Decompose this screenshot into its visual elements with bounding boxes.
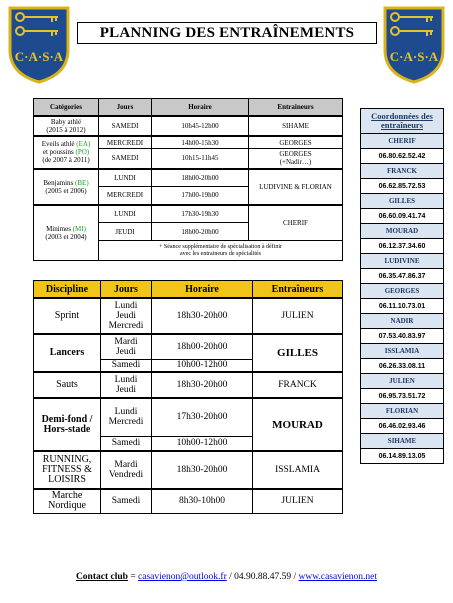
day-cell: JEUDI: [99, 223, 152, 241]
category-years: (2003 et 2004): [45, 232, 87, 241]
time-cell: 10h00-12h00: [152, 436, 253, 451]
page-title: [77, 22, 377, 44]
table-row: [34, 451, 343, 489]
col-header: Horaire: [152, 281, 253, 299]
contact-phone: 06.26.33.08.11: [361, 359, 444, 374]
day-cell: Samedi: [101, 436, 152, 451]
day-cell: Samedi: [101, 359, 152, 372]
footer-separator: =: [127, 572, 139, 582]
category-cell: [34, 116, 99, 136]
time-cell: 17h30-20h00: [152, 398, 253, 436]
website-link[interactable]: www.casavienon.net: [298, 572, 378, 582]
discipline-cell: Sauts: [34, 372, 101, 398]
table-row: [34, 205, 343, 223]
table-row: [34, 398, 343, 436]
coach-contacts-table: [360, 108, 444, 464]
contact-phone: 06.62.85.72.53: [361, 179, 444, 194]
discipline-text: Nordique: [48, 500, 86, 512]
day-cell: LUNDI: [99, 169, 152, 187]
day-text: Jeudi: [115, 311, 137, 321]
day-text: Mardi: [114, 460, 138, 470]
contacts-header-row: [361, 109, 444, 134]
day-cell: LUNDI: [99, 205, 152, 223]
contact-footer: [0, 572, 453, 582]
day-cell: [101, 372, 152, 398]
contact-name: MOURAD: [361, 224, 444, 239]
svg-text:C·A·S·A: C·A·S·A: [14, 49, 64, 64]
day-cell: [101, 334, 152, 359]
category-cell: [34, 205, 99, 261]
contact-name: GEORGES: [361, 284, 444, 299]
category-years: (de 2007 à 2011): [42, 156, 90, 165]
coach-cell: GEORGES: [249, 136, 343, 149]
club-crest-left: [6, 4, 72, 84]
coach-cell: [249, 149, 343, 169]
contact-phone: 06.11.10.73.01: [361, 299, 444, 314]
discipline-text: Demi-fond /: [41, 413, 93, 425]
day-cell: MERCREDI: [99, 136, 152, 149]
contact-phone: 06.14.89.13.05: [361, 449, 444, 464]
time-cell: 17h00-19h00: [152, 187, 249, 205]
discipline-text: Marche: [51, 490, 83, 502]
club-crest-right: [381, 4, 447, 84]
table-header-row: [34, 99, 343, 117]
coach-cell: CHERIF: [249, 205, 343, 241]
col-header: Entraîneurs: [253, 281, 343, 299]
contact-name: LUDIVINE: [361, 254, 444, 269]
table-row: [34, 334, 343, 359]
day-text: Vendredi: [108, 470, 144, 480]
coach-name: (+Nadir…): [279, 158, 312, 167]
coach-cell: ISSLAMIA: [253, 451, 343, 489]
discipline-cell: [34, 451, 101, 489]
day-text: Mardi: [114, 336, 138, 347]
category-years: (2015 à 2012): [46, 126, 86, 134]
coach-cell: JULIEN: [253, 298, 343, 334]
contact-phone: 06.80.62.52.42: [361, 149, 444, 164]
table-row: [34, 169, 343, 187]
contact-club-label: Contact club: [75, 572, 128, 582]
category-code: (MI): [72, 224, 86, 233]
category-years: (2005 et 2006): [45, 186, 87, 195]
discipline-text: LOISIRS: [48, 474, 86, 485]
col-header: Entraineurs: [249, 99, 343, 117]
coach-cell: SIHAME: [249, 116, 343, 136]
time-cell: 18h30-20h00: [152, 298, 253, 334]
table-row: [34, 136, 343, 149]
coach-name: GEORGES: [279, 150, 312, 159]
contacts-header-text: entraîneurs: [380, 120, 424, 130]
time-cell: 10h00-12h00: [152, 359, 253, 372]
col-header: Catégories: [34, 99, 99, 117]
contact-name: GILLES: [361, 194, 444, 209]
category-name: Benjamins: [43, 178, 74, 187]
category-code: (BE): [75, 178, 89, 187]
discipline-cell: Sprint: [34, 298, 101, 334]
category-name: Minimes: [46, 224, 71, 233]
table-row: [34, 489, 343, 513]
contact-name: NADIR: [361, 314, 444, 329]
day-cell: [101, 398, 152, 436]
day-cell: SAMEDI: [99, 116, 152, 136]
contact-phone: 06.60.09.41.74: [361, 209, 444, 224]
coach-cell: FRANCK: [253, 372, 343, 398]
contact-name: FLORIAN: [361, 404, 444, 419]
col-header: Jours: [99, 99, 152, 117]
time-cell: 14h00-15h30: [152, 136, 249, 149]
time-cell: 18h30-20h00: [152, 451, 253, 489]
time-cell: 18h00-20h00: [152, 169, 249, 187]
categories-table: [33, 98, 343, 261]
time-cell: 8h30-10h00: [152, 489, 253, 513]
col-header: Discipline: [34, 281, 101, 299]
day-cell: Samedi: [101, 489, 152, 513]
discipline-text: Hors-stade: [43, 423, 91, 435]
contact-name: ISSLAMIA: [361, 344, 444, 359]
category-name: Baby athlé: [50, 118, 82, 126]
category-name: Eveils athlé: [41, 140, 75, 149]
contact-phone: 06.12.37.34.60: [361, 239, 444, 254]
disciplines-table: [33, 280, 343, 514]
contact-name: SIHAME: [361, 434, 444, 449]
discipline-text: FITNESS &: [42, 464, 92, 475]
category-code: (EA): [76, 140, 91, 149]
day-cell: MERCREDI: [99, 187, 152, 205]
coach-cell: JULIEN: [253, 489, 343, 513]
note-text: avec les entraineurs de spécialités: [180, 250, 261, 257]
day-text: Mercredi: [108, 417, 144, 428]
discipline-cell: [34, 398, 101, 451]
day-text: Lundi: [114, 375, 138, 385]
note-cell: [99, 241, 343, 261]
email-link[interactable]: casavienon@outlook.fr: [138, 572, 227, 582]
table-row: [34, 116, 343, 136]
category-code: (PO): [75, 148, 90, 157]
svg-text:C·A·S·A: C·A·S·A: [389, 49, 439, 64]
day-cell: SAMEDI: [99, 149, 152, 169]
day-text: Jeudi: [115, 346, 137, 357]
contact-name: JULIEN: [361, 374, 444, 389]
day-cell: [101, 298, 152, 334]
table-header-row: [34, 281, 343, 299]
category-cell: [34, 169, 99, 205]
contact-name: CHERIF: [361, 134, 444, 149]
contacts-header-text: Coordonnées des: [371, 111, 433, 121]
table-row: [34, 298, 343, 334]
discipline-cell: Lancers: [34, 334, 101, 372]
time-cell: 10h15-11h45: [152, 149, 249, 169]
page-title-text: PLANNING DES ENTRAÎNEMENTS: [99, 24, 355, 41]
coach-cell: LUDIVINE & FLORIAN: [249, 169, 343, 205]
contact-phone: 06.35.47.86.37: [361, 269, 444, 284]
day-cell: [101, 451, 152, 489]
coach-cell: MOURAD: [253, 398, 343, 451]
col-header: Horaire: [152, 99, 249, 117]
contact-name: FRANCK: [361, 164, 444, 179]
category-name: et poussins: [42, 148, 74, 157]
coach-cell: GILLES: [253, 334, 343, 372]
footer-phone: / 04.90.88.47.59 /: [226, 572, 299, 582]
contact-phone: 06.95.73.51.72: [361, 389, 444, 404]
contact-phone: 07.53.40.83.97: [361, 329, 444, 344]
table-row: [34, 372, 343, 398]
time-cell: 18h00-20h00: [152, 334, 253, 359]
time-cell: 18h30-20h00: [152, 372, 253, 398]
discipline-cell: [34, 489, 101, 513]
category-cell: [34, 136, 99, 169]
col-header: Jours: [101, 281, 152, 299]
day-text: Mercredi: [108, 321, 144, 331]
contact-phone: 06.46.02.93.46: [361, 419, 444, 434]
discipline-text: RUNNING,: [42, 454, 92, 465]
time-cell: 17h30-19h30: [152, 205, 249, 223]
contacts-header: [361, 109, 444, 134]
day-text: Jeudi: [115, 385, 137, 395]
time-cell: 10h45-12h00: [152, 116, 249, 136]
time-cell: 18h00-20h00: [152, 223, 249, 241]
note-text: + Séance supplémentaire de spécialisation à définir: [158, 243, 282, 250]
day-text: Lundi: [114, 301, 138, 311]
day-text: Lundi: [114, 407, 138, 418]
